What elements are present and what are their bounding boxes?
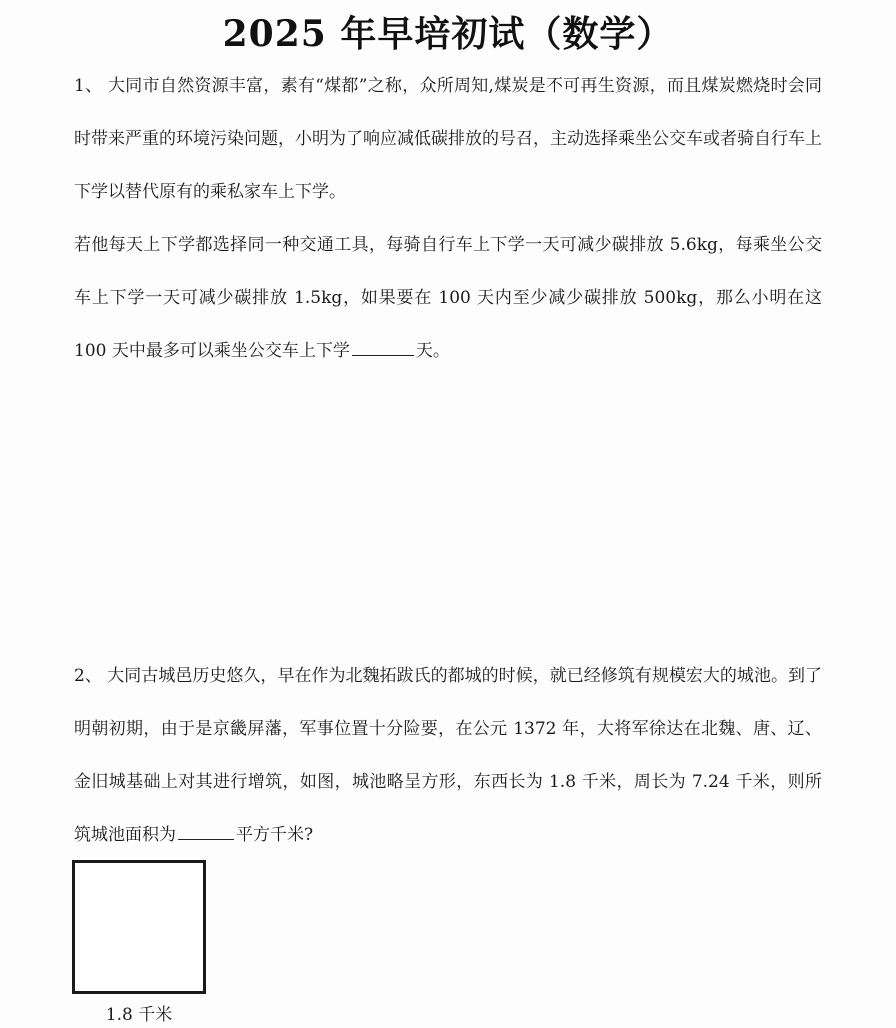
question-1-paragraph-1: 1、 大同市自然资源丰富，素有“煤都”之称，众所周知,煤炭是不可再生资源，而且煤炭燃烧时会同时带来严重的环境污染问题，小明为了响应减低碳排放的号召，主动选择乘坐公交车或者骑自行车上下学以替代原有的乘私家车上下学。 bbox=[74, 76, 822, 202]
question-2-text: 2、 大同古城邑历史悠久，早在作为北魏拓跋氏的都城的时候，就已经修筑有规模宏大的城池。到了明朝初期，由于是京畿屏藩，军事位置十分险要，在公元 1372 年，大将军徐达在北魏、唐、辽、金旧城基础上对其进行增筑，如图，城池略呈方形，东西长为 1.8 千米，周长为 7.24 千米，则所筑城池面积为 bbox=[74, 666, 822, 845]
city-square-figure bbox=[72, 860, 206, 994]
question-2-answer-blank[interactable] bbox=[178, 839, 234, 840]
question-1-unit: 天。 bbox=[415, 341, 450, 361]
question-2 bbox=[74, 650, 822, 862]
question-2-paragraph bbox=[74, 650, 822, 862]
question-1-answer-blank[interactable] bbox=[352, 355, 414, 356]
question-1 bbox=[74, 60, 822, 378]
question-2-unit: 平方千米? bbox=[236, 825, 314, 845]
city-side-length-label: 1.8 千米 bbox=[105, 1005, 173, 1025]
question-1-paragraph-2 bbox=[74, 219, 822, 378]
exam-title: 2025 年早培初试（数学） bbox=[222, 13, 674, 55]
question-1-text: 若他每天上下学都选择同一种交通工具，每骑自行车上下学一天可减少碳排放 5.6kg，每乘坐公交车上下学一天可减少碳排放 1.5kg，如果要在 100 天内至少减少碳排放 500kg，那么小明在这 100 天中最多可以乘坐公交车上下学 bbox=[74, 235, 822, 361]
